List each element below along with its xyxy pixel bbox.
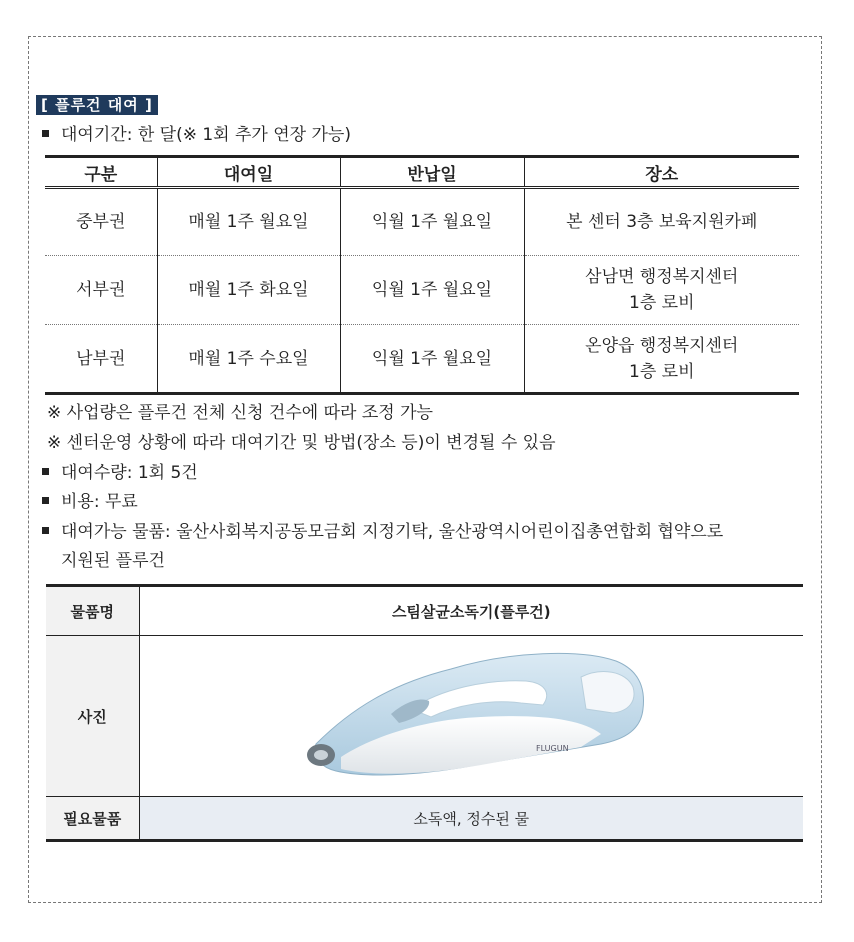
item-photo-row <box>46 636 803 797</box>
return-day-cell: 익월 1주 월요일 <box>340 188 524 256</box>
return-day-cell: 익월 1주 월요일 <box>340 256 524 325</box>
section-title: [ 플루건 대여 ] <box>36 95 158 115</box>
region-cell: 중부권 <box>45 188 157 256</box>
return-day-cell: 익월 1주 월요일 <box>340 325 524 394</box>
item-name-value: 스팀살균소독기(플루건) <box>139 586 803 636</box>
place-cell: 삼남면 행정복지센터 1층 로비 <box>524 256 799 325</box>
rent-day-cell: 매월 1주 월요일 <box>157 188 340 256</box>
quantity-text: 대여수량: 1회 5건 <box>61 463 198 483</box>
table-row <box>45 256 799 325</box>
brand-label: FLUGUN <box>536 744 569 753</box>
quantity-item <box>42 462 198 484</box>
steam-sterilizer-image <box>281 639 661 789</box>
bullet-icon <box>42 468 49 475</box>
cost-text: 비용: 무료 <box>61 492 138 512</box>
schedule-header-row <box>45 157 799 188</box>
item-table <box>46 584 803 842</box>
item-name-row <box>46 586 803 636</box>
place-cell: 온양읍 행정복지센터 1층 로비 <box>524 325 799 394</box>
items-item <box>42 521 723 543</box>
region-cell: 서부권 <box>45 256 157 325</box>
item-needs-label: 필요물품 <box>46 797 139 841</box>
bullet-icon <box>42 527 49 534</box>
item-needs-value: 소독액, 정수된 물 <box>139 797 803 841</box>
header-rent-day: 대여일 <box>157 157 340 188</box>
item-photo-cell <box>139 636 803 797</box>
item-photo-label: 사진 <box>46 636 139 797</box>
region-cell: 남부권 <box>45 325 157 394</box>
bullet-icon <box>42 130 49 137</box>
header-return-day: 반납일 <box>340 157 524 188</box>
item-needs-row <box>46 797 803 841</box>
header-region: 구분 <box>45 157 157 188</box>
schedule-table <box>45 155 799 395</box>
rent-day-cell: 매월 1주 화요일 <box>157 256 340 325</box>
items-text: 대여가능 물품: 울산사회복지공동모금회 지정기탁, 울산광역시어린이집총연합회 협약으로 <box>61 522 724 542</box>
rental-period-text: 대여기간: 한 달(※ 1회 추가 연장 가능) <box>61 125 351 145</box>
table-row <box>45 188 799 256</box>
bullet-icon <box>42 497 49 504</box>
rent-day-cell: 매월 1주 수요일 <box>157 325 340 394</box>
header-place: 장소 <box>524 157 799 188</box>
cost-item <box>42 491 138 513</box>
item-name-label: 물품명 <box>46 586 139 636</box>
items-text-continued: 지원된 플루건 <box>61 551 165 571</box>
note-change: ※ 센터운영 상황에 따라 대여기간 및 방법(장소 등)이 변경될 수 있음 <box>47 433 556 453</box>
note-adjust: ※ 사업량은 플루건 전체 신청 건수에 따라 조정 가능 <box>47 403 433 423</box>
rental-period-item <box>42 124 351 146</box>
place-cell: 본 센터 3층 보육지원카페 <box>524 188 799 256</box>
table-row <box>45 325 799 394</box>
